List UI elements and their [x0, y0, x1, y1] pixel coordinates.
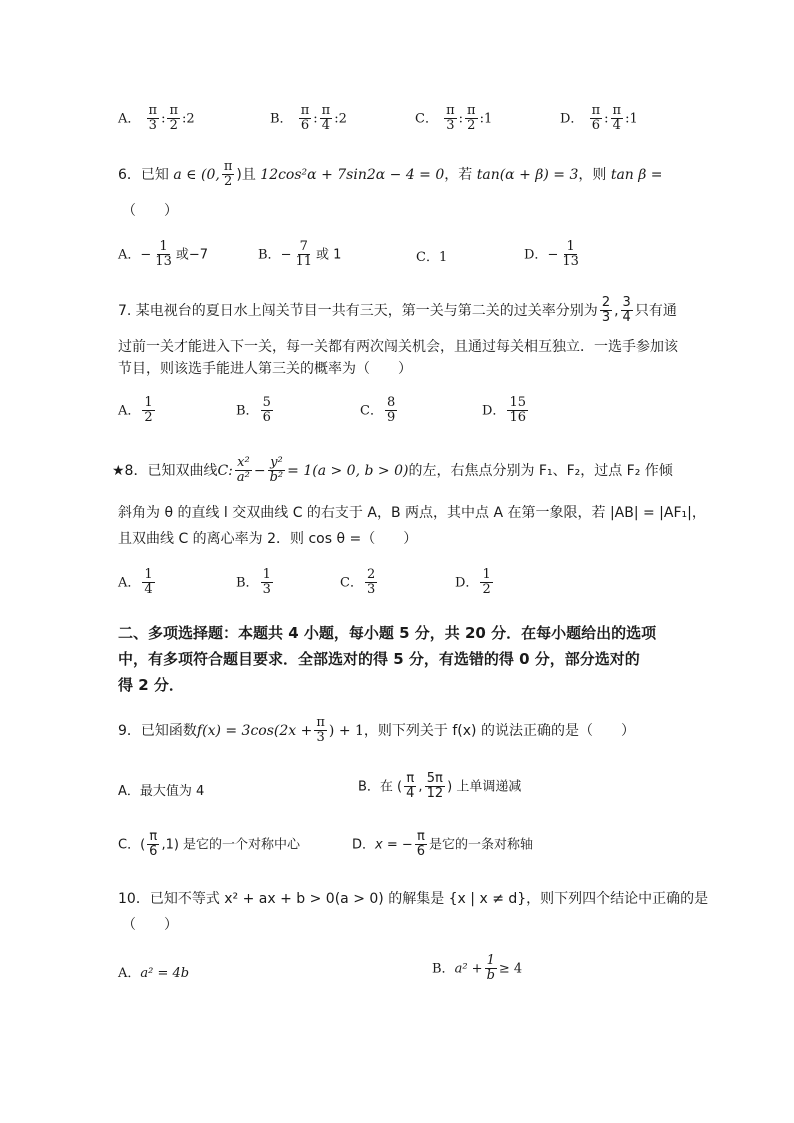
fraction: $\frac{8}{9}$	[386, 395, 396, 426]
fraction: $\frac{\pi}{6}$	[591, 103, 601, 134]
fraction: $\frac{1}{b}$	[486, 953, 495, 984]
q6-option-a: A．− $\frac{1}{13}$ 或−7	[118, 239, 209, 270]
q10-option-b: B．a² + $\frac{1}{b}$ ≥ 4	[432, 953, 523, 984]
fraction: $\frac{\pi}{4}$	[321, 103, 331, 134]
fraction: $\frac{1}{4}$	[144, 567, 153, 598]
q9-option-b: B．在 ( $\frac{\pi}{4}$ , $\frac{5\pi}{12}$ ) 上单调递减	[358, 771, 522, 802]
q6-option-b: B．− $\frac{7}{11}$ 或 1	[258, 239, 342, 270]
q8-stem-line3: 且双曲线 C 的离心率为 2．则 cos θ =（ ）	[118, 531, 418, 547]
fraction: $\frac{7}{11}$	[295, 239, 313, 270]
q6-option-c: C．1	[416, 250, 448, 265]
fraction: $\frac{\pi}{2}$	[467, 103, 476, 134]
fraction: $\frac{\text{x²}}{\text{a²}}$	[236, 455, 250, 486]
fraction: $\frac{\pi}{3}$	[148, 103, 158, 134]
fraction: $\frac{1}{3}$	[262, 567, 271, 598]
q6-option-d: D．− $\frac{1}{13}$	[524, 239, 579, 270]
fraction: $\frac{\pi}{3}$	[446, 103, 455, 134]
q7-stem-line2: 过前一关才能进入下一关，每一关都有两次闯关机会，且通过每关相互独立．一选手参加该	[118, 339, 678, 355]
q8-option-c: C． $\frac{2}{3}$	[340, 567, 376, 598]
q9-option-c: C．( $\frac{\pi}{6}$ ,1) 是它的一个对称中心	[118, 829, 301, 860]
q10-option-a: A．a² = 4b	[118, 966, 190, 981]
q5-option-a: A． $\frac{\pi}{3}$ : $\frac{\pi}{2}$ :2	[118, 103, 195, 134]
q7-option-d: D． $\frac{15}{16}$	[482, 395, 526, 426]
section-heading-line2: 中，有多项符合题目要求．全部选对的得 5 分，有选错的得 0 分，部分选对的	[118, 650, 640, 668]
fraction: $\frac{\pi}{4}$	[406, 771, 415, 802]
fraction: $\frac{1}{13}$	[562, 239, 579, 270]
fraction: $\frac{\pi}{2}$	[223, 159, 233, 190]
section-heading-line1: 二、多项选择题：本题共 4 小题，每小题 5 分，共 20 分．在每小题给出的选项	[118, 624, 657, 642]
q6-answer-paren: （ ）	[122, 203, 178, 219]
q7-option-a: A． $\frac{1}{2}$	[118, 395, 153, 426]
q7-stem-line3: 节目，则该选手能进人第三关的概率为（ ）	[118, 361, 412, 377]
q8-option-a: A． $\frac{1}{4}$	[118, 567, 153, 598]
fraction: $\frac{\pi}{6}$	[416, 829, 426, 860]
fraction: $\frac{1}{2}$	[482, 567, 491, 598]
fraction: $\frac{\pi}{6}$	[300, 103, 310, 134]
q10-answer-paren: （ ）	[122, 917, 178, 933]
fraction: $\frac{15}{16}$	[509, 395, 526, 426]
fraction: $\frac{2}{3}$	[366, 567, 376, 598]
q5-option-c: C． $\frac{\pi}{3}$ : $\frac{\pi}{2}$ :1	[415, 103, 493, 134]
fraction: $\frac{2}{3}$	[601, 295, 611, 326]
q6-stem: 6．已知 a ∈ (0, $\frac{\pi}{2}$ )且 12cos²α + 7sin2α − 4 = 0，若 tan(α + β) = 3，则 tan β =	[118, 159, 663, 190]
fraction: $\frac{1}{2}$	[144, 395, 153, 426]
q9-stem: 9．已知函数f(x) = 3cos(2x + $\frac{\pi}{3}$ ) + 1，则下列关于 f(x) 的说法正确的是（ ）	[118, 715, 635, 746]
q5-option-d: D． $\frac{\pi}{6}$ : $\frac{\pi}{4}$ :1	[560, 103, 638, 134]
q8-stem-line2: 斜角为 θ 的直线 l 交双曲线 C 的右支于 A，B 两点，其中点 A 在第一象限，若 |AB| = |AF₁|，	[118, 505, 706, 521]
fraction: $\frac{\text{y²}}{\text{b²}}$	[269, 455, 284, 486]
section-heading-line3: 得 2 分．	[118, 676, 184, 694]
q7-stem-line1: 7. 某电视台的夏日水上闯关节目一共有三天，第一关与第二关的过关率分别为 $\frac{2}{3}$ , $\frac{3}{4}$ 只有通	[118, 295, 677, 326]
fraction: $\frac{1}{13}$	[155, 239, 172, 270]
q7-option-c: C． $\frac{8}{9}$	[360, 395, 396, 426]
fraction: $\frac{\pi}{4}$	[612, 103, 622, 134]
fraction: $\frac{5\pi}{12}$	[426, 771, 444, 802]
fraction: $\frac{5}{6}$	[262, 395, 271, 426]
q8-option-d: D． $\frac{1}{2}$	[455, 567, 491, 598]
q9-option-a: A．最大值为 4	[118, 784, 205, 799]
q5-option-b: B． $\frac{\pi}{6}$ : $\frac{\pi}{4}$ :2	[270, 103, 347, 134]
fraction: $\frac{3}{4}$	[622, 295, 631, 326]
fraction: $\frac{\pi}{2}$	[169, 103, 179, 134]
fraction: $\frac{\pi}{6}$	[149, 829, 158, 860]
q8-stem-line1: ★8．已知双曲线C: $\frac{\text{x²}}{\text{a²}}$ − $\frac{\text{y²}}{\text{b²}}$ = 1(a > 0, b > 0)的左，右焦点分别为 F₁、F₂，过点 F₂ 作倾	[112, 455, 673, 486]
q8-option-b: B． $\frac{1}{3}$	[236, 567, 271, 598]
fraction: $\frac{\pi}{3}$	[316, 715, 325, 746]
q7-option-b: B． $\frac{5}{6}$	[236, 395, 271, 426]
q9-option-d: D．x = − $\frac{\pi}{6}$ 是它的一条对称轴	[352, 829, 534, 860]
q10-stem: 10．已知不等式 x² + ax + b > 0(a > 0) 的解集是 {x | x ≠ d}，则下列四个结论中正确的是	[118, 891, 709, 907]
